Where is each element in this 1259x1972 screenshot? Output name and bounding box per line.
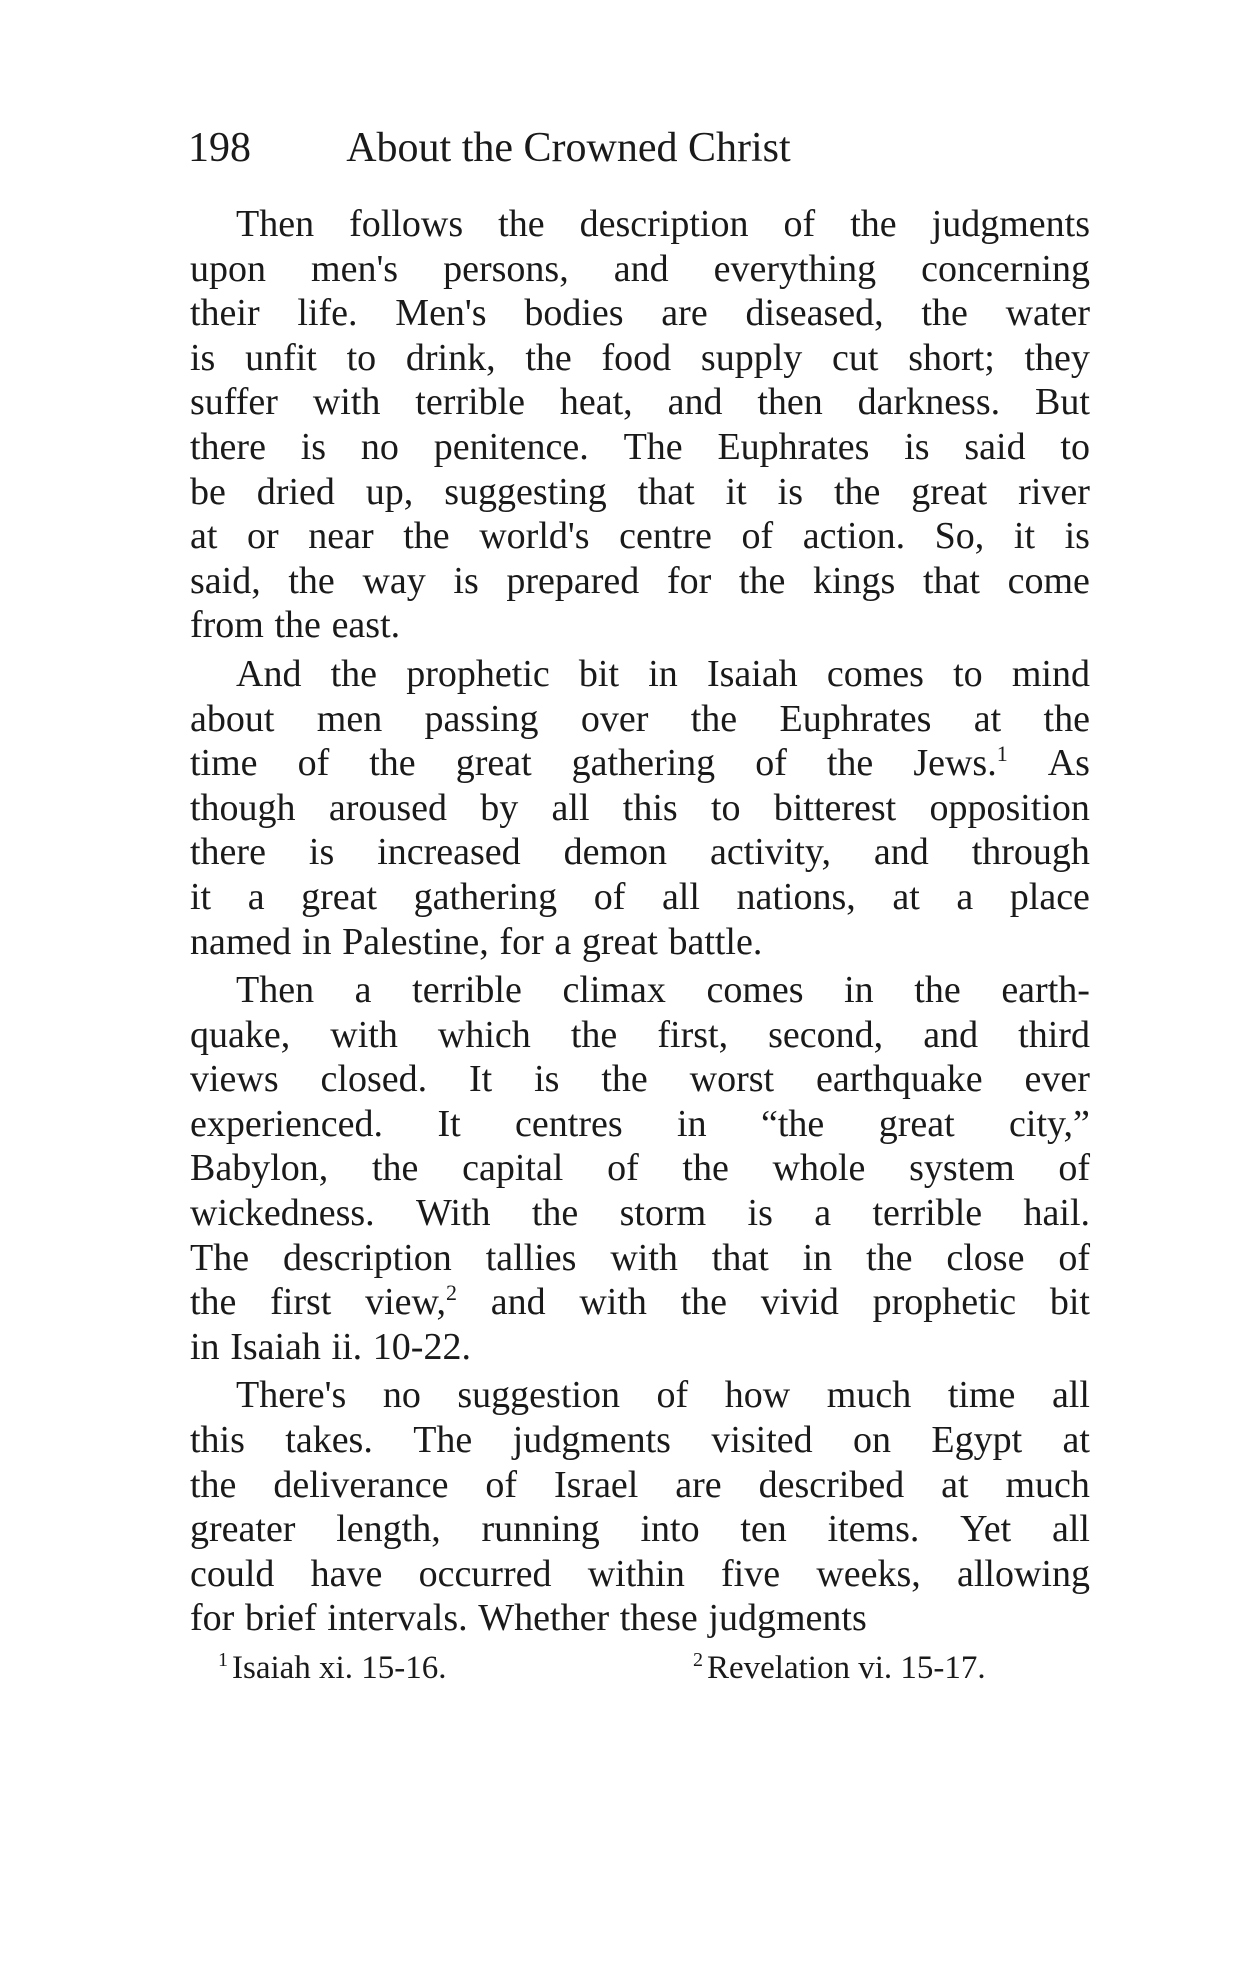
text-line: is unfit to drink, the food supply cut short; they [190,336,1090,379]
text-line: there is increased demon activity, and through [190,831,1090,874]
paragraph [190,652,1090,964]
text-line: Babylon, the capital of the whole system of [190,1147,1090,1190]
text-line: There's no suggestion of how much time all [236,1374,1090,1417]
footnote-mark: 1 [218,1649,228,1671]
footnote-2 [693,1646,986,1690]
text-line: the first view,$^2$ and with the vivid prophetic bit [190,1280,1090,1324]
text-line: The description tallies with that in the close of [190,1236,1090,1279]
footnote-text: Revelation vi. 15-17. [707,1650,986,1686]
paragraph [190,1373,1090,1641]
text-line: from the east. [190,604,401,647]
footnote-mark: 2 [693,1649,703,1671]
footnote-1 [218,1646,446,1690]
body-text [190,202,1090,1645]
text-line: for brief intervals. Whether these judgments [190,1597,867,1640]
text-line: their life. Men's bodies are diseased, the water [190,292,1090,335]
text-line: about men passing over the Euphrates at the [190,697,1090,740]
text-line: quake, with which the first, second, and third [190,1013,1090,1056]
text-line: Then follows the description of the judgments [236,203,1090,245]
paragraph [190,202,1090,648]
text-line: in Isaiah ii. 10-22. [190,1325,471,1368]
text-line: And the prophetic bit in Isaiah comes to mind [236,652,1090,695]
text-line: wickedness. With the storm is a terrible hail. [190,1192,1090,1235]
footnote-text: Isaiah xi. 15-16. [232,1650,447,1686]
text-line: named in Palestine, for a great battle. [190,920,763,963]
text-line: could have occurred within five weeks, allowing [190,1552,1090,1595]
text-line: said, the way is prepared for the kings that come [190,559,1090,602]
text-line: the deliverance of Israel are described at much [190,1463,1090,1506]
text-line: time of the great gathering of the Jews.$^1$ As [190,741,1090,785]
text-line: this takes. The judgments visited on Egypt at [190,1419,1090,1462]
text-line: views closed. It is the worst earthquake ever [190,1058,1090,1101]
text-line: at or near the world's centre of action. So, it is [190,515,1090,558]
page-number: 198 [188,125,251,171]
text-line: greater length, running into ten items. Yet all [190,1508,1090,1551]
text-line: though aroused by all this to bitterest opposition [190,786,1090,829]
paragraph [190,968,1090,1369]
text-line: suffer with terrible heat, and then darkness. But [190,381,1090,424]
text-line: be dried up, suggesting that it is the great river [190,470,1090,513]
text-line: there is no penitence. The Euphrates is said to [190,425,1090,468]
page-header [188,118,1008,178]
text-line: it a great gathering of all nations, at a place [190,875,1090,918]
text-line: experienced. It centres in “the great city,” [190,1102,1090,1145]
text-line: upon men's persons, and everything concerning [190,247,1090,290]
text-line: Then a terrible climax comes in the earth- [236,969,1090,1012]
running-title: About the Crowned Christ [346,125,791,171]
